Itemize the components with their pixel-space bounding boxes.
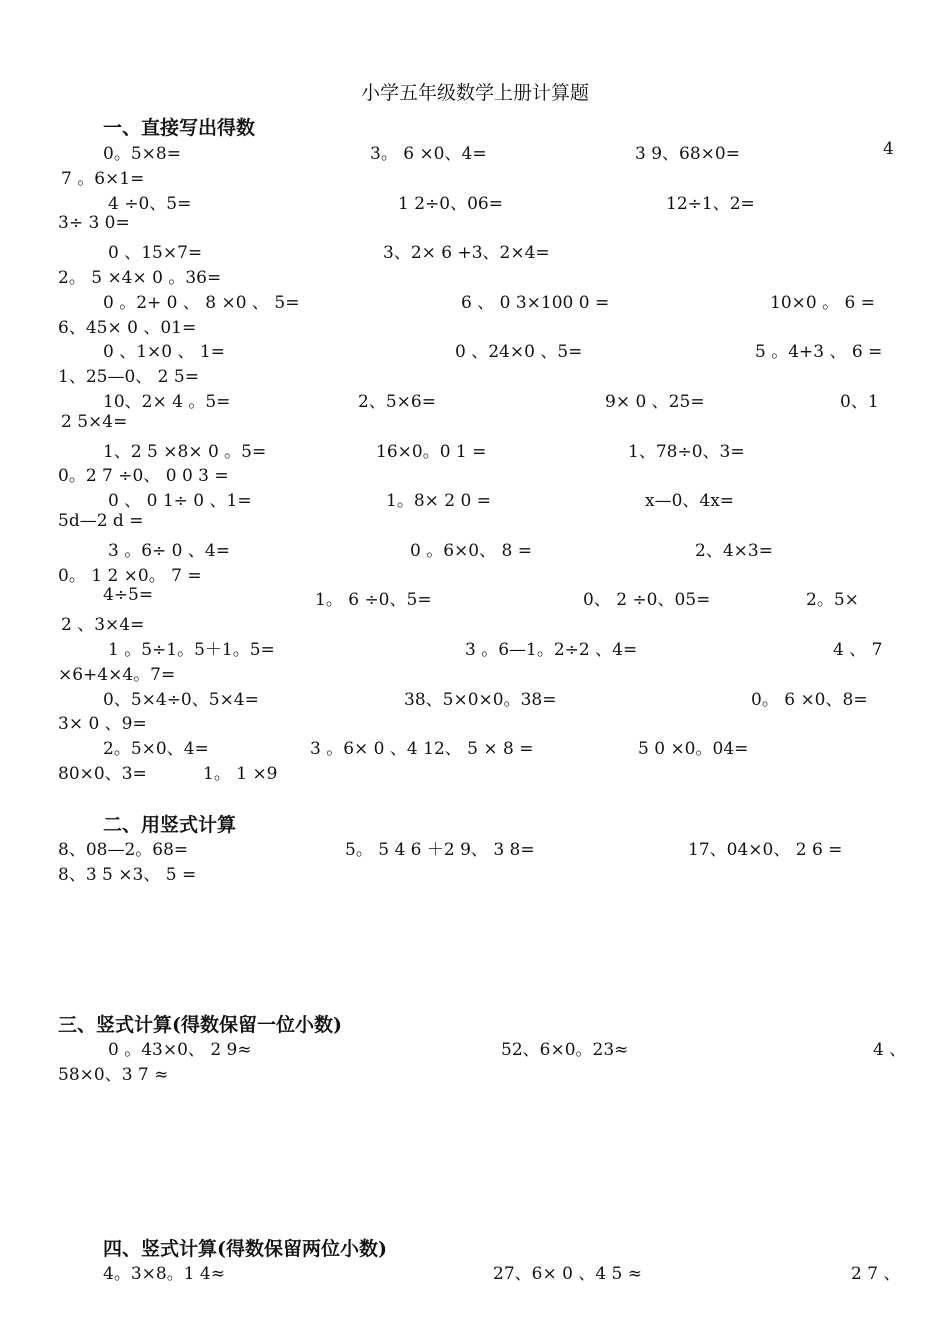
problem-item: 0。2 7 ÷0、 0 0 3 = bbox=[58, 466, 229, 487]
problem-line bbox=[58, 263, 898, 287]
section-heading-1: 一、直接写出得数 bbox=[103, 117, 256, 139]
problem-item: 4 bbox=[883, 139, 894, 159]
problem-line bbox=[58, 561, 898, 585]
problem-item: 5 。4+3 、 6 = bbox=[755, 342, 883, 363]
problem-item: x—0、4x= bbox=[645, 491, 735, 512]
problem-line bbox=[58, 660, 898, 684]
problem-item: 1。 1 ×9 bbox=[203, 764, 278, 784]
problem-item: 0 。43×0、 2 9≈ bbox=[108, 1040, 252, 1060]
problem-item: 2 7 、 bbox=[851, 1264, 901, 1284]
problem-item: 2。5× bbox=[806, 590, 859, 611]
problem-item: 6、45× 0 、01= bbox=[58, 317, 197, 338]
problem-item: 0。 6 ×0、8= bbox=[751, 689, 868, 710]
problem-line bbox=[58, 1060, 898, 1084]
problem-line bbox=[58, 461, 898, 485]
problem-line bbox=[58, 313, 898, 337]
problem-line bbox=[58, 835, 898, 859]
problem-item: 38、5×0×0。38= bbox=[404, 689, 557, 710]
problem-line bbox=[58, 412, 898, 436]
problem-item: 0 、15×7= bbox=[108, 243, 203, 264]
section-heading-4: 四、竖式计算(得数保留两位小数) bbox=[103, 1238, 387, 1260]
section-heading-3: 三、竖式计算(得数保留一位小数) bbox=[58, 1014, 342, 1036]
problem-item: 0 、24×0 、5= bbox=[455, 342, 583, 363]
problem-line bbox=[58, 337, 898, 361]
problem-line bbox=[58, 1035, 907, 1060]
problem-line bbox=[58, 362, 898, 386]
problem-item: 1、2 5 ×8× 0 。5= bbox=[103, 441, 267, 462]
problem-line bbox=[58, 486, 898, 510]
problem-item: 2 5×4= bbox=[61, 411, 128, 432]
problem-item: 2。 5 ×4× 0 。36= bbox=[58, 268, 222, 288]
problem-line bbox=[58, 139, 898, 163]
problem-item: 5。 5 4 6 ＋2 9、 3 8= bbox=[345, 840, 535, 860]
problem-item: 1。8× 2 0 = bbox=[386, 491, 491, 512]
problem-line bbox=[58, 437, 898, 461]
problem-item: 3 。6÷ 0 、4= bbox=[108, 540, 230, 561]
problem-item: 3、2× 6 +3、2×4= bbox=[383, 243, 550, 264]
problem-line bbox=[58, 734, 898, 758]
problem-item: 10、2× 4 。5= bbox=[103, 392, 231, 412]
problem-item: 4÷5= bbox=[103, 585, 154, 606]
problem-item: 17、04×0、 2 6 = bbox=[688, 840, 843, 860]
problem-item: 6 、 0 3×100 0 = bbox=[461, 292, 610, 313]
problem-line bbox=[58, 635, 898, 659]
problem-line bbox=[58, 709, 898, 733]
problem-item: 0。5×8= bbox=[103, 144, 181, 164]
problem-item: ×6+4×4。7= bbox=[58, 664, 176, 685]
problem-item: 0、 2 ÷0、05= bbox=[583, 590, 711, 611]
problem-item: 3 。6× 0 、4 12、 5 × 8 = bbox=[310, 739, 534, 760]
problem-item: 1。 6 ÷0、5= bbox=[315, 590, 432, 611]
problem-line bbox=[58, 213, 898, 237]
problem-item: 1 。5÷1。5＋1。5= bbox=[108, 640, 275, 660]
problem-item: 2、5×6= bbox=[358, 392, 436, 412]
problem-line bbox=[58, 610, 898, 634]
problem-item: 7 。6×1= bbox=[61, 168, 145, 189]
section-heading-2: 二、用竖式计算 bbox=[103, 814, 237, 836]
problem-item: 10×0 。 6 = bbox=[770, 292, 875, 313]
problem-item: 3。 6 ×0、4= bbox=[370, 144, 487, 164]
problem-line bbox=[58, 685, 898, 709]
problem-item: 3× 0 、9= bbox=[58, 714, 147, 735]
problem-item: 80×0、3= bbox=[58, 764, 147, 784]
problem-item: 0 。6×0、 8 = bbox=[410, 540, 532, 561]
problem-item: 16×0。0 1 = bbox=[376, 441, 487, 462]
problem-line bbox=[58, 536, 898, 560]
problem-item: 0、5×4÷0、5×4= bbox=[103, 689, 259, 710]
problem-item: 4。3×8。1 4≈ bbox=[103, 1264, 225, 1284]
problem-item: 8、08—2。68= bbox=[58, 840, 189, 860]
problem-item: 4 ÷0、5= bbox=[108, 193, 192, 214]
problem-item: 0 、1×0 、 1= bbox=[103, 342, 225, 363]
problem-line bbox=[58, 860, 898, 884]
problem-item: 52、6×0。23≈ bbox=[501, 1040, 629, 1060]
problem-line bbox=[58, 1259, 901, 1284]
problem-item: 8、3 5 ×3、 5 = bbox=[58, 864, 197, 885]
problem-item: 0 、 0 1÷ 0 、1= bbox=[108, 491, 252, 512]
problem-item: 0、1 bbox=[840, 392, 879, 412]
problem-item: 4 、 bbox=[873, 1040, 907, 1060]
problem-item: 3 。6—1。2÷2 、4= bbox=[465, 640, 638, 660]
problem-item: 2。5×0、4= bbox=[103, 739, 209, 760]
problem-line bbox=[58, 387, 898, 411]
problem-item: 9× 0 、25= bbox=[605, 392, 705, 412]
problem-item: 27、6× 0 、4 5 ≈ bbox=[493, 1264, 642, 1284]
problem-item: 0。 1 2 ×0。 7 = bbox=[58, 565, 202, 586]
problem-item: 1、78÷0、3= bbox=[628, 441, 745, 462]
problem-item: 58×0、3 7 ≈ bbox=[58, 1064, 169, 1085]
problem-item: 1 2÷0、06= bbox=[398, 193, 503, 214]
problem-item: 0 。2+ 0 、 8 ×0 、 5= bbox=[103, 292, 300, 313]
problem-item: 3÷ 3 0= bbox=[58, 213, 130, 234]
problem-item: 2、4×3= bbox=[695, 540, 773, 561]
problem-item: 1、25—0、 2 5= bbox=[58, 367, 199, 388]
problem-item: 2 、3×4= bbox=[61, 615, 145, 636]
problem-line bbox=[58, 511, 898, 535]
problem-line bbox=[58, 759, 898, 783]
problem-item: 4 、 7 bbox=[833, 640, 883, 660]
problem-line bbox=[58, 585, 898, 609]
problem-item: 5 0 ×0。04= bbox=[638, 739, 749, 760]
problem-line bbox=[58, 288, 898, 312]
page-title: 小学五年级数学上册计算题 bbox=[360, 82, 589, 104]
problem-item: 12÷1、2= bbox=[666, 193, 755, 214]
problem-item: 5d—2 d = bbox=[58, 511, 144, 531]
problem-line bbox=[58, 164, 898, 188]
problem-line bbox=[58, 238, 898, 262]
problem-item: 3 9、68×0= bbox=[635, 144, 740, 164]
problem-line bbox=[58, 189, 898, 213]
